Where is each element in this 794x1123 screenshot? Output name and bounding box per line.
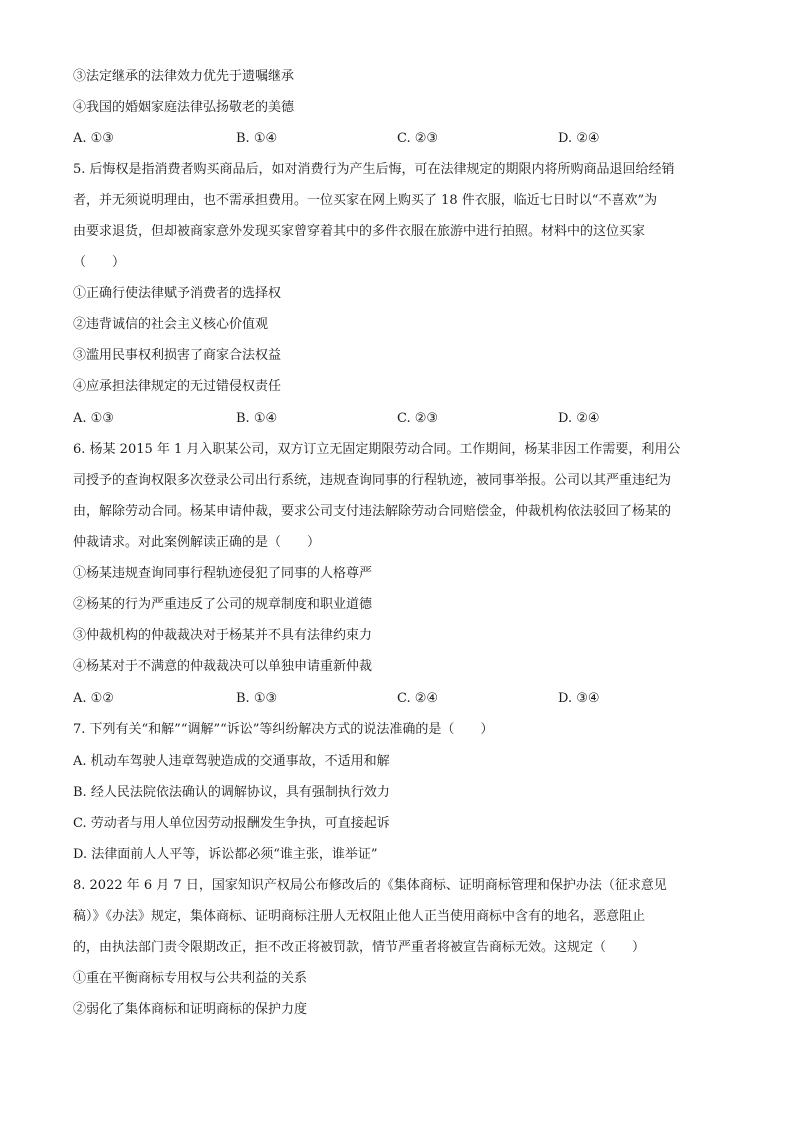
- q5-option-a: A. ①③: [73, 411, 114, 426]
- q4-statement-4: ④我国的婚姻家庭法律弘扬敬老的美德: [73, 100, 295, 115]
- q6-stem-line-3: 由，解除劳动合同。杨某申请仲裁，要求公司支付违法解除劳动合同赔偿金，仲裁机构依法驳回了杨某的: [73, 504, 672, 519]
- q5-stem-line-3: 由要求退货，但却被商家意外发现买家曾穿着其中的多件衣服在旅游中进行拍照。材料中的这位买家: [73, 224, 646, 239]
- q8-statement-2: ②弱化了集体商标和证明商标的保护力度: [73, 1002, 308, 1017]
- q6-stem-line-4: 仲裁请求。对此案例解读正确的是（ ）: [73, 535, 321, 550]
- q7-stem-line-1: 7. 下列有关“和解”“调解”“诉讼”等纠纷解决方式的说法准确的是（ ）: [73, 722, 494, 737]
- q8-statement-1: ①重在平衡商标专用权与公共利益的关系: [73, 971, 308, 986]
- q4-statement-3: ③法定继承的法律效力优先于遗嘱继承: [73, 69, 295, 84]
- q6-options: [73, 691, 733, 707]
- q8-stem-line-3: 的，由执法部门责令限期改正，拒不改正将被罚款，情节严重者将被宣告商标无效。这规定（ ）: [73, 940, 646, 955]
- q6-option-b: B. ①③: [236, 691, 278, 706]
- q4-option-c: C. ②③: [397, 131, 439, 146]
- q6-statement-2: ②杨某的行为严重违反了公司的规章制度和职业道德: [73, 597, 373, 612]
- q8-stem-line-1: 8. 2022 年 6 月 7 日，国家知识产权局公布修改后的《集体商标、证明商标管理和保护办法（征求意见: [73, 878, 667, 893]
- q5-statement-2: ②违背诚信的社会主义核心价值观: [73, 317, 269, 332]
- q7-option-b: B. 经人民法院依法确认的调解协议，具有强制执行效力: [73, 785, 390, 800]
- q7-option-a: A. 机动车驾驶人违章驾驶造成的交通事故，不适用和解: [73, 754, 390, 769]
- q6-statement-3: ③仲裁机构的仲裁裁决对于杨某并不具有法律约束力: [73, 628, 373, 643]
- q6-stem-line-2: 司授予的查询权限多次登录公司出行系统，违规查询同事的行程轨迹，被同事举报。公司以其严重违纪为: [73, 473, 672, 488]
- q5-stem-line-2: 者，并无须说明理由，也不需承担费用。一位买家在网上购买了 18 件衣服，临近七日时以“不喜欢”为: [73, 193, 658, 208]
- q4-option-b: B. ①④: [236, 131, 278, 146]
- q5-statement-3: ③滥用民事权利损害了商家合法权益: [73, 348, 282, 363]
- q5-options: [73, 411, 733, 427]
- q7-option-c: C. 劳动者与用人单位因劳动报酬发生争执，可直接起诉: [73, 816, 390, 831]
- q6-option-d: D. ③④: [558, 691, 600, 706]
- q5-statement-1: ①正确行使法律赋予消费者的选择权: [73, 286, 282, 301]
- q5-option-c: C. ②③: [397, 411, 439, 426]
- q6-statement-1: ①杨某违规查询同事行程轨迹侵犯了同事的人格尊严: [73, 566, 373, 581]
- q4-option-d: D. ②④: [558, 131, 600, 146]
- q8-stem-line-2: 稿）》《办法》规定，集体商标、证明商标注册人无权阻止他人正当使用商标中含有的地名，恶意阻止: [73, 909, 646, 924]
- q6-option-a: A. ①②: [73, 691, 114, 706]
- q5-statement-4: ④应承担法律规定的无过错侵权责任: [73, 379, 282, 394]
- q6-stem-line-1: 6. 杨某 2015 年 1 月入职某公司，双方订立无固定期限劳动合同。工作期间，杨某非因工作需要，利用公: [73, 442, 681, 457]
- q4-options: [73, 131, 733, 147]
- q5-stem-line-1: 5. 后悔权是指消费者购买商品后，如对消费行为产生后悔，可在法律规定的期限内将所购商品退回给经销: [73, 162, 675, 177]
- q5-option-b: B. ①④: [236, 411, 278, 426]
- q6-statement-4: ④杨某对于不满意的仲裁裁决可以单独申请重新仲裁: [73, 659, 373, 674]
- q6-option-c: C. ②④: [397, 691, 439, 706]
- q4-option-a: A. ①③: [73, 131, 114, 146]
- q5-stem-line-4: （ ）: [73, 255, 126, 270]
- q5-option-d: D. ②④: [558, 411, 600, 426]
- q7-option-d: D. 法律面前人人平等，诉讼都必须“谁主张，谁举证”: [73, 847, 378, 862]
